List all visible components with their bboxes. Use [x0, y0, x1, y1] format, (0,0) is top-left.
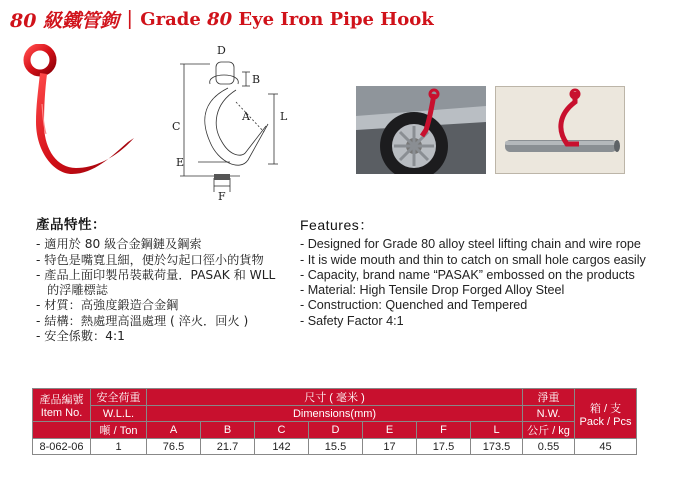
- application-photo-wheel: [356, 86, 486, 174]
- product-hook-image: [14, 44, 144, 184]
- features-zh-section: [36, 218, 276, 344]
- title-zh: 80 級鐵管鉤: [10, 9, 120, 32]
- header-item-spacer: [33, 422, 91, 439]
- header-dim-b: B: [201, 422, 255, 439]
- title-en: Grade 80 Eye Iron Pipe Hook: [140, 8, 434, 30]
- list-item: - 材質：高強度鍛造合金鋼: [36, 298, 179, 313]
- application-photo-pipe: [495, 86, 625, 174]
- dimension-diagram: [170, 42, 310, 202]
- cell-item: 8-062-06: [33, 439, 91, 455]
- header-nw-unit: 公斤 / kg: [523, 422, 575, 439]
- list-item: - Safety Factor 4:1: [300, 313, 404, 328]
- list-item: - 產品上面印製吊裝載荷量．PASAK 和 WLL 的浮雕標誌: [36, 267, 276, 298]
- label-f: F: [218, 190, 226, 202]
- header-pack: 箱 / 支 Pack / Pcs: [575, 389, 637, 439]
- label-e: E: [176, 156, 185, 169]
- label-a: A: [242, 110, 250, 123]
- header-nw-zh: 淨重: [523, 389, 575, 406]
- label-b: B: [252, 73, 261, 86]
- list-item: - It is wide mouth and thin to catch on small hole cargos easily: [300, 252, 646, 267]
- header-dim-a: A: [147, 422, 201, 439]
- title-separator: |: [127, 7, 133, 30]
- list-item: - Construction: Quenched and Tempered: [300, 298, 528, 313]
- label-d: D: [217, 44, 226, 57]
- cell-a: 76.5: [147, 439, 201, 455]
- header-wll-zh: 安全荷重: [91, 389, 147, 406]
- features-en-section: [300, 218, 660, 329]
- label-l: L: [280, 110, 288, 123]
- list-item: - Material: High Tensile Drop Forged Alloy Steel: [300, 283, 565, 298]
- header-wll-en: W.L.L.: [91, 406, 147, 422]
- cell-f: 17.5: [417, 439, 471, 455]
- list-item: - Designed for Grade 80 alloy steel lifting chain and wire rope: [300, 237, 641, 252]
- cell-e: 17: [363, 439, 417, 455]
- cell-c: 142: [255, 439, 309, 455]
- table-row: [33, 439, 637, 455]
- features-zh-heading: 產品特性：: [36, 217, 106, 233]
- header-item-no: 產品編號 Item No.: [33, 389, 91, 422]
- header-dim-d: D: [309, 422, 363, 439]
- cell-l: 173.5: [471, 439, 523, 455]
- list-item: - 特色是嘴寬且細，便於勾起口徑小的貨物: [36, 252, 264, 267]
- features-en-list: [300, 237, 660, 329]
- spec-table: [32, 388, 637, 455]
- list-item: - 結構：熱處理高溫處理 ( 淬火．回火 ): [36, 313, 249, 328]
- header-dim-c: C: [255, 422, 309, 439]
- cell-wll: 1: [91, 439, 147, 455]
- label-c: C: [172, 120, 181, 133]
- header-nw-en: N.W.: [523, 406, 575, 422]
- cell-nw: 0.55: [523, 439, 575, 455]
- header-dims-en: Dimensions(mm): [147, 406, 523, 422]
- cell-b: 21.7: [201, 439, 255, 455]
- header-wll-unit: 噸 / Ton: [91, 422, 147, 439]
- list-item: - 安全係數：4:1: [36, 329, 125, 344]
- cell-pack: 45: [575, 439, 637, 455]
- features-en-heading: Features：: [300, 217, 374, 233]
- header-dim-e: E: [363, 422, 417, 439]
- features-zh-list: [36, 237, 276, 344]
- list-item: - Capacity, brand name “PASAK” embossed on the products: [300, 267, 635, 282]
- page-title: [10, 6, 434, 32]
- header-dim-l: L: [471, 422, 523, 439]
- header-dim-f: F: [417, 422, 471, 439]
- cell-d: 15.5: [309, 439, 363, 455]
- header-dims-zh: 尺寸 ( 毫米 ): [147, 389, 523, 406]
- list-item: - 適用於 80 級合金鋼鏈及鋼索: [36, 237, 202, 252]
